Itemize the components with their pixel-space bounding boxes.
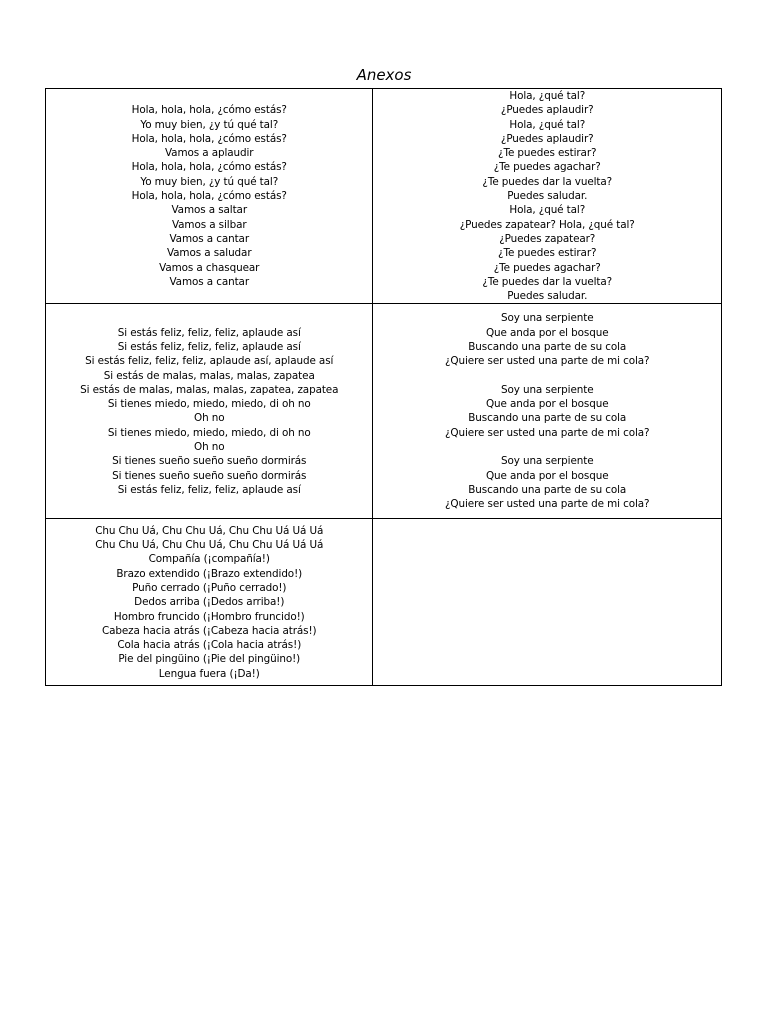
- lyric-line: Si tienes sueño sueño sueño dormirás: [112, 469, 307, 482]
- lyrics-block: [48, 524, 370, 681]
- lyric-line: Hola, ¿qué tal?: [509, 118, 586, 131]
- annex-table: [45, 88, 722, 686]
- lyric-line: ¿Quiere ser usted una parte de mi cola?: [445, 426, 650, 439]
- song-cell-serpiente: [373, 304, 722, 519]
- lyric-line: Hola, hola, hola, ¿cómo estás?: [131, 161, 287, 174]
- blank-line: [375, 440, 719, 454]
- blank-line: [375, 369, 719, 383]
- table-row: [46, 519, 722, 686]
- lyric-line: Soy una serpiente: [500, 383, 594, 396]
- lyric-line: Hola, hola, hola, ¿cómo estás?: [131, 190, 287, 203]
- lyric-line: Hola, ¿qué tal?: [509, 204, 586, 217]
- lyric-line: Buscando una parte de su cola: [468, 340, 627, 353]
- lyric-line: Si estás feliz, feliz, feliz, aplaude así: [117, 326, 301, 339]
- lyric-line: Vamos a cantar: [169, 232, 249, 245]
- lyric-line: Hola, ¿qué tal?: [509, 90, 586, 102]
- lyric-line: Vamos a chasquear: [159, 261, 260, 274]
- lyric-line: Pie del pingüino (¡Pie del pingüino!): [118, 653, 301, 666]
- lyric-line: ¿Puedes aplaudir?: [500, 132, 594, 145]
- lyric-line: Vamos a saltar: [171, 204, 247, 217]
- lyric-line: Yo muy bien, ¿y tú qué tal?: [140, 118, 279, 131]
- empty-cell: [373, 519, 722, 686]
- lyric-line: Vamos a saludar: [166, 247, 252, 260]
- lyric-line: ¿Quiere ser usted una parte de mi cola?: [445, 355, 650, 368]
- song-cell-chu-chu-ua: [46, 519, 373, 686]
- lyric-line: Soy una serpiente: [500, 455, 594, 468]
- lyric-line: Vamos a silbar: [171, 218, 247, 231]
- lyric-line: Brazo extendido (¡Brazo extendido!): [116, 567, 303, 580]
- table-row: [46, 89, 722, 304]
- song-cell-hola-hola: [46, 89, 373, 304]
- lyric-line: Si estás feliz, feliz, feliz, aplaude así: [117, 340, 301, 353]
- lyric-line: Vamos a aplaudir: [164, 147, 254, 160]
- lyric-line: Hola, hola, hola, ¿cómo estás?: [131, 132, 287, 145]
- lyric-line: ¿Puedes zapatear?: [499, 232, 596, 245]
- lyric-line: Si estás de malas, malas, malas, zapatea: [103, 369, 315, 382]
- lyric-line: ¿Te puedes dar la vuelta?: [482, 175, 613, 188]
- lyric-line: Dedos arriba (¡Dedos arriba!): [134, 596, 285, 609]
- lyric-line: ¿Quiere ser usted una parte de mi cola?: [445, 498, 650, 511]
- lyric-line: Puedes saludar.: [507, 190, 588, 203]
- lyrics-block: [375, 89, 719, 303]
- lyric-line: Oh no: [193, 412, 225, 425]
- lyric-line: Yo muy bien, ¿y tú qué tal?: [140, 175, 279, 188]
- page-title: Anexos: [356, 66, 412, 84]
- lyric-line: Buscando una parte de su cola: [468, 412, 627, 425]
- lyric-line: Hombro fruncido (¡Hombro fruncido!): [113, 610, 305, 623]
- lyrics-block: [48, 103, 370, 289]
- lyric-line: Compañía (¡compañía!): [148, 553, 270, 566]
- lyric-line: Si estás feliz, feliz, feliz, aplaude así: [117, 483, 301, 496]
- song-cell-hola-que-tal: [373, 89, 722, 304]
- lyric-line: Oh no: [193, 441, 225, 454]
- lyric-line: Que anda por el bosque: [485, 398, 609, 411]
- lyric-line: ¿Te puedes dar la vuelta?: [482, 275, 613, 288]
- lyric-line: Si tienes sueño sueño sueño dormirás: [112, 455, 307, 468]
- lyric-line: Lengua fuera (¡Da!): [158, 667, 260, 680]
- lyric-line: Si estás de malas, malas, malas, zapatea, zapatea: [80, 383, 339, 396]
- lyric-line: Cabeza hacia atrás (¡Cabeza hacia atrás!): [101, 624, 317, 637]
- lyric-line: Puedes saludar.: [507, 290, 588, 303]
- lyric-line: Chu Chu Uá, Chu Chu Uá, Chu Chu Uá Uá Uá: [95, 524, 324, 537]
- lyric-line: Que anda por el bosque: [485, 469, 609, 482]
- lyrics-block: [48, 326, 370, 498]
- lyric-line: Puño cerrado (¡Puño cerrado!): [132, 582, 287, 594]
- lyrics-block: [375, 311, 719, 511]
- lyric-line: Si tienes miedo, miedo, miedo, di oh no: [107, 426, 311, 439]
- lyric-line: ¿Puedes aplaudir?: [500, 104, 594, 117]
- lyric-line: ¿Te puedes agachar?: [493, 261, 601, 274]
- lyric-line: ¿Te puedes estirar?: [498, 247, 597, 260]
- lyric-line: Hola, hola, hola, ¿cómo estás?: [131, 104, 287, 117]
- lyric-line: Si tienes miedo, miedo, miedo, di oh no: [107, 398, 311, 411]
- lyric-line: Vamos a cantar: [169, 275, 249, 288]
- table-row: [46, 304, 722, 519]
- lyric-line: Si estás feliz, feliz, feliz, aplaude así, aplaude así: [85, 355, 334, 368]
- lyric-line: ¿Te puedes estirar?: [498, 147, 597, 160]
- lyric-line: ¿Puedes zapatear? Hola, ¿qué tal?: [459, 218, 635, 231]
- lyric-line: Soy una serpiente: [500, 312, 594, 325]
- lyric-line: Que anda por el bosque: [485, 326, 609, 339]
- lyric-line: Chu Chu Uá, Chu Chu Uá, Chu Chu Uá Uá Uá: [95, 539, 324, 552]
- song-cell-si-estas-feliz: [46, 304, 373, 519]
- lyric-line: Buscando una parte de su cola: [468, 483, 627, 496]
- lyric-line: Cola hacia atrás (¡Cola hacia atrás!): [117, 639, 302, 652]
- lyric-line: ¿Te puedes agachar?: [493, 161, 601, 174]
